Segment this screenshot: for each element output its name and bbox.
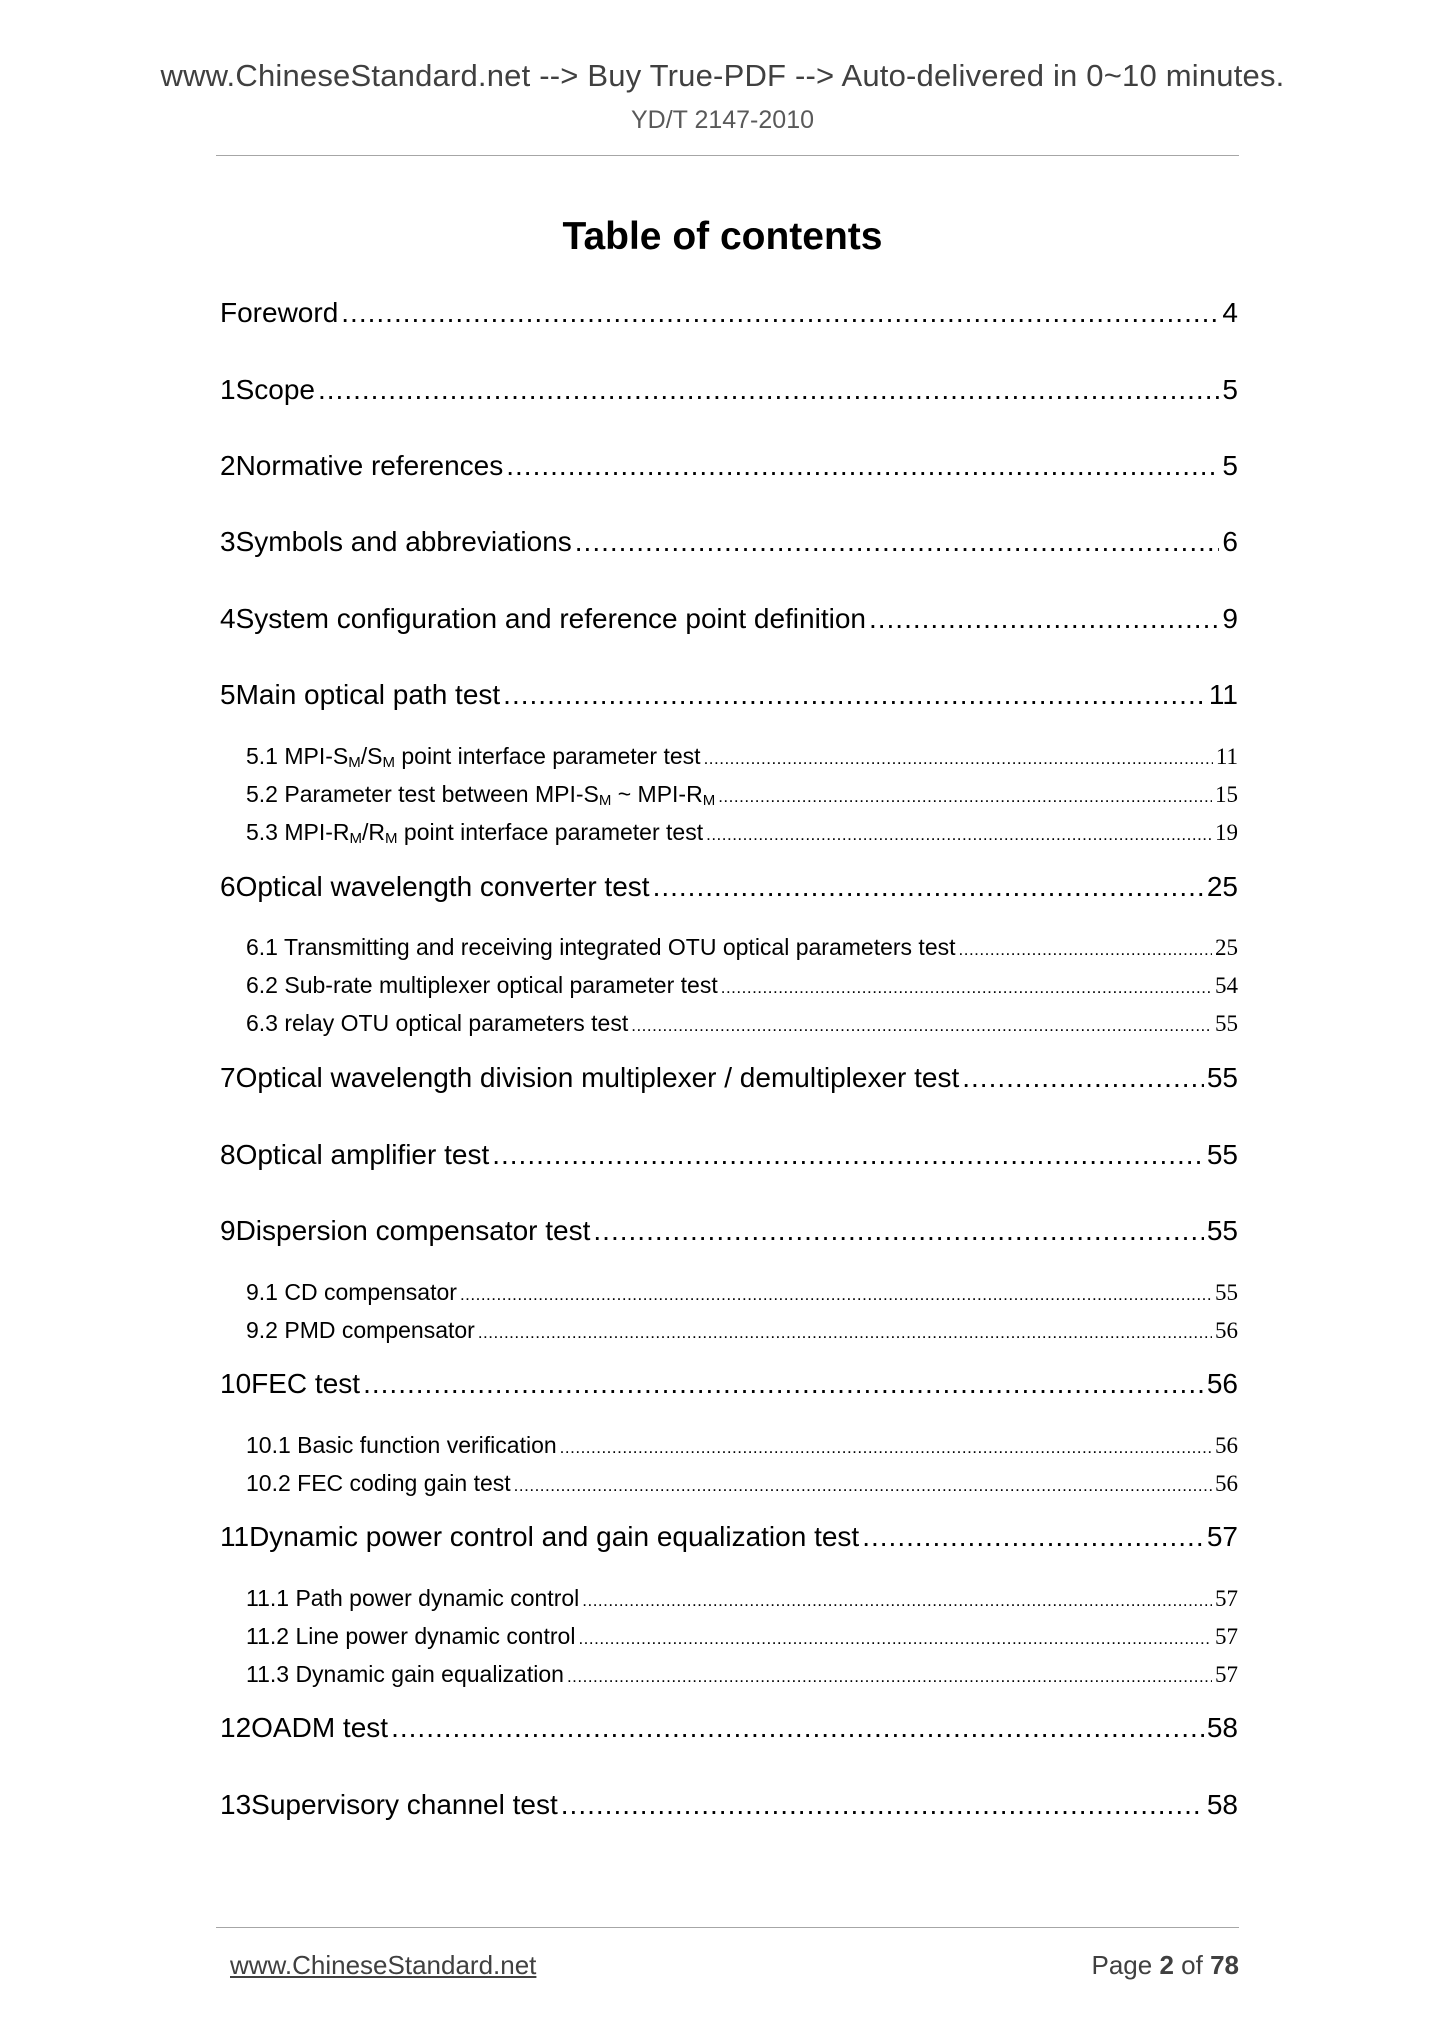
toc-entry-2[interactable] <box>220 450 1238 484</box>
toc-entry-9[interactable] <box>220 1215 1238 1249</box>
toc-page: 5 <box>1222 450 1238 481</box>
toc-leader <box>631 1016 1212 1036</box>
toc-page: 57 <box>1206 1521 1238 1552</box>
toc-leader <box>721 978 1212 998</box>
toc-entry-11[interactable] <box>220 1521 1238 1555</box>
toc-leader <box>706 825 1212 845</box>
toc-entry-10-2[interactable] <box>246 1470 1238 1498</box>
toc-number: 12 <box>220 1712 252 1743</box>
toc-label: 5.1 MPI-$S_M/S_M$ point interface parameter test <box>246 743 701 771</box>
toc-entry-11-1[interactable] <box>246 1585 1238 1613</box>
toc-page: 57 <box>1215 1662 1238 1687</box>
toc-leader <box>503 679 1206 711</box>
toc-label: 6.1 Transmitting and receiving integrated OTU optical parameters test <box>246 934 956 960</box>
toc-page: 58 <box>1206 1712 1238 1743</box>
toc-label: System configuration and reference point definition <box>235 603 866 634</box>
toc-label: 11.2 Line power dynamic control <box>246 1623 576 1649</box>
toc-number: 1 <box>220 374 236 405</box>
toc-leader <box>959 940 1212 960</box>
toc-entry-11-3[interactable] <box>246 1661 1238 1689</box>
toc-leader <box>391 1712 1204 1744</box>
current-page-number: 2 <box>1159 1950 1174 1980</box>
toc-leader <box>578 1629 1212 1649</box>
toc-entry-6-2[interactable] <box>246 972 1238 1000</box>
toc-entry-1[interactable] <box>220 374 1238 408</box>
toc-leader <box>869 603 1219 635</box>
toc-page: 58 <box>1206 1789 1238 1820</box>
toc-label: Optical wavelength division multiplexer / demultiplexer test <box>235 1062 960 1093</box>
toc-number: 5 <box>220 679 236 710</box>
toc-entry-10-1[interactable] <box>246 1432 1238 1460</box>
toc-leader <box>560 1438 1212 1458</box>
toc-entry-9-2[interactable] <box>246 1317 1238 1345</box>
toc-entry-12[interactable] <box>220 1712 1238 1746</box>
toc-page: 55 <box>1206 1215 1238 1246</box>
toc-entry-5-2[interactable] <box>246 781 1238 809</box>
toc-label: 6.2 Sub-rate multiplexer optical parameter test <box>246 972 718 998</box>
toc-number: 7 <box>220 1062 236 1093</box>
toc-page: 54 <box>1215 973 1238 998</box>
toc-page: 11 <box>1208 679 1238 710</box>
toc-label: 5.3 MPI-$R_M/R_M$ point interface parameter test <box>246 819 704 847</box>
toc-number: 10 <box>220 1368 252 1399</box>
toc-entry-6[interactable] <box>220 871 1238 905</box>
toc-number: 4 <box>220 603 236 634</box>
toc-leader <box>593 1215 1203 1247</box>
toc-label: 11.3 Dynamic gain equalization <box>246 1661 564 1687</box>
toc-label: Optical wavelength converter test <box>235 871 650 902</box>
footer-divider <box>216 1927 1239 1928</box>
toc-leader <box>718 787 1212 807</box>
toc-leader <box>514 1476 1212 1496</box>
toc-label: Foreword <box>220 297 339 328</box>
toc-page: 25 <box>1215 935 1238 960</box>
toc-number: 3 <box>220 526 236 557</box>
toc-label: Optical amplifier test <box>235 1139 490 1170</box>
toc-leader <box>582 1591 1212 1611</box>
toc-page: 4 <box>1222 297 1238 328</box>
toc-page: 25 <box>1206 871 1238 902</box>
toc-entry-3[interactable] <box>220 526 1238 560</box>
toc-leader <box>478 1323 1212 1343</box>
toc-page: 55 <box>1206 1139 1238 1170</box>
toc-entry-foreword[interactable] <box>220 297 1238 331</box>
toc-leader <box>318 374 1219 406</box>
toc-entry-5[interactable] <box>220 679 1238 713</box>
toc-number: 9 <box>220 1215 236 1246</box>
toc-leader <box>704 749 1213 769</box>
toc-page: 55 <box>1215 1011 1238 1036</box>
page-indicator: Page 2 of 78 <box>1091 1950 1239 1980</box>
toc-leader <box>363 1368 1204 1400</box>
page-title: Table of contents <box>562 215 883 258</box>
toc-label: Dynamic power control and gain equalization test <box>249 1521 860 1552</box>
toc-leader <box>575 526 1220 558</box>
toc-page: 6 <box>1222 526 1238 557</box>
toc-label: Scope <box>235 374 315 405</box>
toc-label: 11.1 Path power dynamic control <box>246 1585 580 1611</box>
toc-entry-6-3[interactable] <box>246 1010 1238 1038</box>
footer-website-link[interactable]: www.ChineseStandard.net <box>230 1950 537 1980</box>
toc-page: 56 <box>1215 1471 1238 1496</box>
toc-page: 55 <box>1206 1062 1238 1093</box>
toc-leader <box>862 1521 1204 1553</box>
toc-label: Normative references <box>235 450 504 481</box>
toc-entry-11-2[interactable] <box>246 1623 1238 1651</box>
toc-label: 10.1 Basic function verification <box>246 1432 557 1458</box>
toc-page: 11 <box>1215 744 1238 769</box>
total-page-count: 78 <box>1210 1950 1239 1980</box>
toc-label: FEC test <box>251 1368 361 1399</box>
toc-entry-5-3[interactable] <box>246 819 1238 847</box>
toc-number: 6 <box>220 871 236 902</box>
toc-leader <box>341 297 1219 329</box>
toc-label: Main optical path test <box>235 679 501 710</box>
toc-entry-4[interactable] <box>220 603 1238 637</box>
toc-page: 55 <box>1215 1280 1238 1305</box>
toc-entry-13[interactable] <box>220 1789 1238 1823</box>
toc-number: 13 <box>220 1789 252 1820</box>
toc-leader <box>561 1789 1204 1821</box>
toc-leader <box>962 1062 1204 1094</box>
toc-leader <box>653 871 1204 903</box>
toc-leader <box>506 450 1219 482</box>
toc-page: 5 <box>1222 374 1238 405</box>
toc-page: 9 <box>1222 603 1238 634</box>
header-banner[interactable]: www.ChineseStandard.net --> Buy True-PDF --> Auto-delivered in 0~10 minutes. <box>160 58 1285 93</box>
toc-label: 6.3 relay OTU optical parameters test <box>246 1010 629 1036</box>
toc-entry-5-1[interactable] <box>246 743 1238 771</box>
toc-number: 8 <box>220 1139 236 1170</box>
toc-page: 56 <box>1215 1433 1238 1458</box>
toc-number: 2 <box>220 450 236 481</box>
toc-label: Symbols and abbreviations <box>235 526 572 557</box>
toc-entry-8[interactable] <box>220 1139 1238 1173</box>
standard-number: YD/T 2147-2010 <box>631 106 814 134</box>
toc-leader <box>567 1667 1212 1687</box>
toc-label: Dispersion compensator test <box>235 1215 591 1246</box>
toc-label: OADM test <box>251 1712 389 1743</box>
toc-page: 57 <box>1215 1624 1238 1649</box>
toc-page: 19 <box>1215 820 1238 845</box>
toc-entry-9-1[interactable] <box>246 1279 1238 1307</box>
toc-number: 11 <box>220 1521 250 1552</box>
header-divider <box>216 155 1239 156</box>
toc-label: 9.1 CD compensator <box>246 1279 457 1305</box>
toc-entry-6-1[interactable] <box>246 934 1238 962</box>
toc-page: 56 <box>1206 1368 1238 1399</box>
toc-leader <box>460 1285 1212 1305</box>
toc-page: 56 <box>1215 1318 1238 1343</box>
toc-leader <box>492 1139 1204 1171</box>
toc-entry-7[interactable] <box>220 1062 1238 1096</box>
toc-label: 9.2 PMD compensator <box>246 1317 475 1343</box>
toc-label: 10.2 FEC coding gain test <box>246 1470 511 1496</box>
toc-page: 15 <box>1215 782 1238 807</box>
toc-label: 5.2 Parameter test between MPI-$S_M$ ~ MPI-$R_M$ <box>246 781 716 809</box>
toc-entry-10[interactable] <box>220 1368 1238 1402</box>
toc-page: 57 <box>1215 1586 1238 1611</box>
toc-label: Supervisory channel test <box>251 1789 558 1820</box>
